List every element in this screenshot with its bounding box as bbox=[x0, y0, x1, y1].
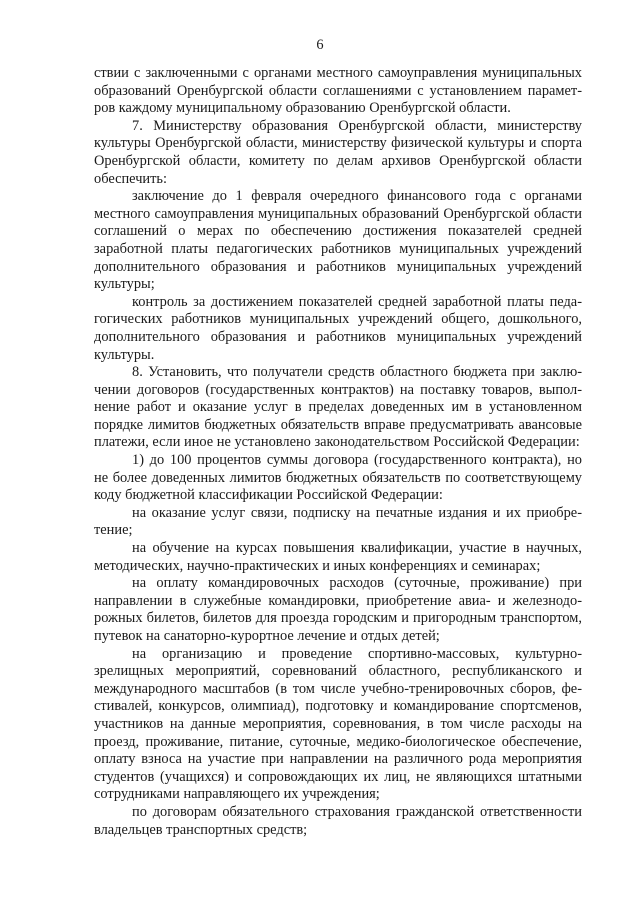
page-number: 6 bbox=[316, 37, 324, 53]
paragraph-subitem-1: 1) до 100 процентов суммы договора (государственного контракта), но не более доведенных лимитов бюджетных обязательств по соответствующему коду бюджетной классификации Российской Федерации: bbox=[94, 452, 582, 504]
paragraph-training-courses: на обучение на курсах повышения квалификации, участие в научных, методических, научно-практических и иных конференциях и семинарах; bbox=[94, 540, 582, 574]
document-body bbox=[94, 65, 582, 839]
paragraph-item-7: 7. Министерству образования Оренбургской области, министерству культуры Оренбургской области, министерству физической культуры и спорта Оренбургской области, комитету по делам архивов Оренбургской области обеспечить: bbox=[94, 117, 582, 187]
paragraph-agreement-conclusion: заключение до 1 февраля очередного финансового года с органами местного самоуправления муниципальных образований Оренбургской области соглашений о мерах по обеспечению достижения показателей средней заработной платы педагогических работников муниципальных учреждений дополнительного образования и работников муниципальных учреждений культуры; bbox=[94, 188, 582, 293]
paragraph-sports-events: на организацию и проведение спортивно-массовых, культурно-зрелищных мероприятий, соревнований областного, республиканского и международного масштабов (в том числе учебно-тренировочных сборов, фестивалей, конкурсов, олимпиад), подготовку и командирование спортсменов, участников на данные мероприятия, соревнования, в том числе расходы на проезд, проживание, питание, суточные, медико-биологическое обеспечение, оплату взноса на участие при направлении на различного рода мероприятия студентов (учащихся) и сопровождающих их лиц, не являющихся штатными сотрудниками направляющего их учреждения; bbox=[94, 645, 582, 803]
paragraph-continuation: ствии с заключенными с органами местного самоуправления муниципальных образований Оренбургской области соглашениями с установлением параметров каждому муниципальному образованию Оренбургской области. bbox=[94, 65, 582, 117]
paragraph-business-trips: на оплату командировочных расходов (суточные, проживание) при направлении в служебные командировки, приобретение авиа- и железнодорожных билетов, билетов для проезда городским и пригородным транспортом, путевок на санаторно-курортное лечение и отдых детей; bbox=[94, 575, 582, 644]
paragraph-communication-services: на оказание услуг связи, подписку на печатные издания и их приобретение; bbox=[94, 504, 582, 539]
paragraph-salary-control: контроль за достижением показателей средней заработной платы педагогических работников муниципальных учреждений общего, дошкольного, дополнительного образования и работников муниципальных учреждений культуры. bbox=[94, 293, 582, 363]
paragraph-item-8: 8. Установить, что получатели средств областного бюджета при заключении договоров (государственных контрактов) на поставку товаров, выполнение работ и оказание услуг в пределах доведенных им в установленном порядке лимитов бюджетных обязательств вправе предусматривать авансовые платежи, если иное не установлено законодательством Российской Федерации: bbox=[94, 364, 582, 451]
paragraph-vehicle-insurance: по договорам обязательного страхования гражданской ответственности владельцев транспортных средств; bbox=[94, 803, 582, 838]
